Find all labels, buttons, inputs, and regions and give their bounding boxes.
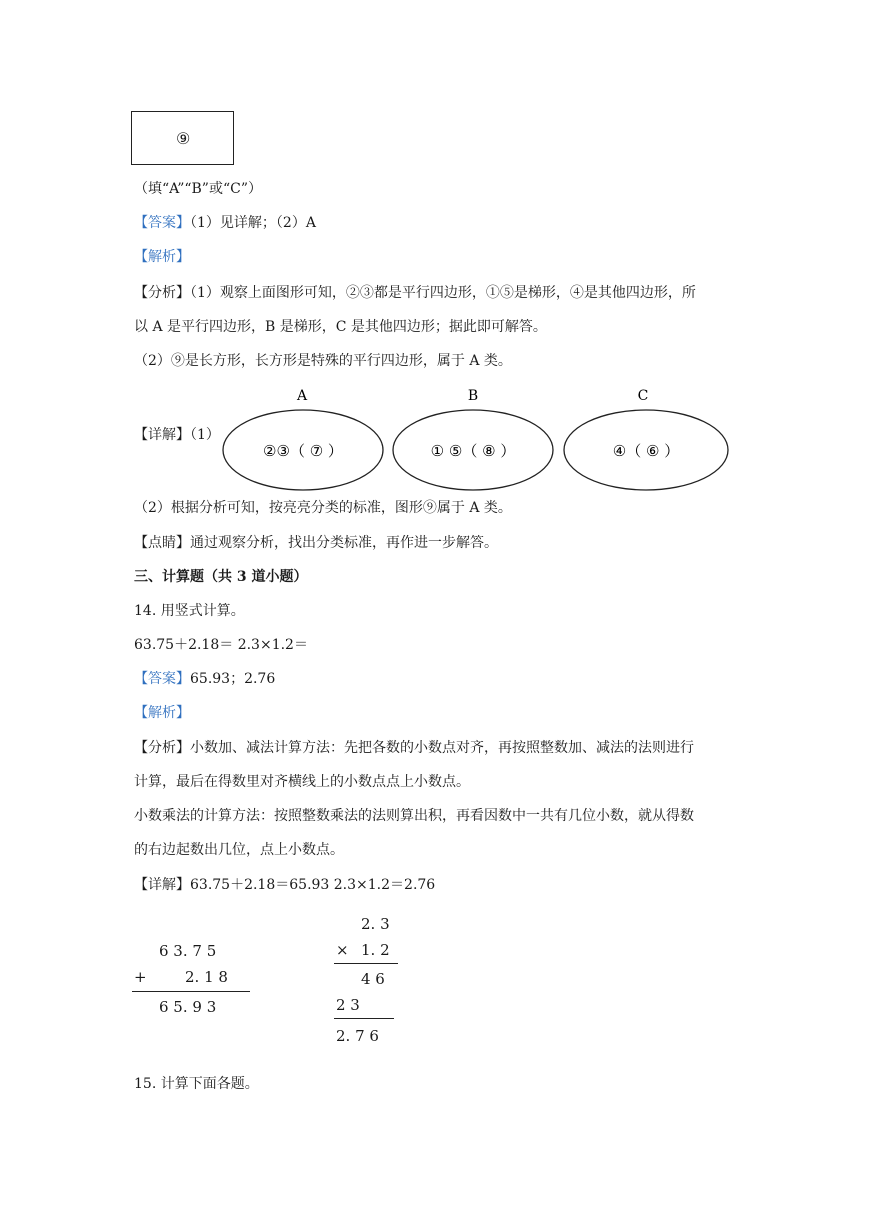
group-b-content: ① ⑤（ ⑧ ） (430, 442, 516, 460)
addition-rule (132, 991, 250, 992)
analysis-tag: 【解析】 (134, 249, 190, 265)
partial-product-1: 4 6 (361, 970, 385, 988)
q13-fenxi-line1 (134, 283, 696, 303)
group-a-label: A (296, 388, 308, 404)
group-c-label: C (637, 388, 649, 404)
q14-detail-line (134, 875, 435, 895)
q13-answer-line (134, 213, 316, 233)
figure-9-box (131, 111, 234, 165)
q15-question: 15. 计算下面各题。 (134, 1076, 259, 1092)
q13-dianjing (134, 533, 498, 553)
group-b-label: B (467, 388, 479, 404)
group-c-content: ④（ ⑥ ） (612, 442, 680, 460)
classification-diagram (218, 384, 738, 494)
fenxi-text: （1）观察上面图形可知，②③都是平行四边形，①⑤是梯形，④是其他四边形，所 (190, 285, 696, 301)
fenxi-tag: 【分析】 (134, 740, 190, 756)
multiplication-rule-1 (334, 963, 398, 964)
fenxi-tag: 【分析】 (134, 285, 190, 301)
answer-text: （1）见详解；（2）A (190, 215, 316, 231)
q14-expressions: 63.75＋2.18＝ 2.3×1.2＝ (134, 637, 308, 653)
multiplicand: 2. 3 (361, 915, 390, 933)
dianjing-tag: 【点睛】 (134, 535, 190, 551)
group-c (564, 388, 728, 490)
answer-text: 65.93；2.76 (190, 671, 276, 687)
q14-analysis-tag: 【解析】 (134, 705, 190, 721)
group-a (223, 388, 383, 490)
sum-result: 6 5. 9 3 (159, 998, 217, 1016)
q14-fenxi-line3: 小数乘法的计算方法：按照整数乘法的法则算出积，再看因数中一共有几位小数，就从得数 (134, 808, 694, 824)
addend-1: 6 3. 7 5 (159, 942, 217, 960)
q14-question: 14. 用竖式计算。 (134, 603, 245, 619)
q13-fenxi-line3: （2）⑨是长方形，长方形是特殊的平行四边形，属于 A 类。 (134, 353, 512, 369)
fill-hint: （填“A”“B”或“C”） (134, 181, 262, 197)
partial-product-2: 2 3 (336, 996, 360, 1014)
answer-tag: 【答案】 (134, 215, 190, 231)
fenxi-text: 小数加、减法计算方法：先把各数的小数点对齐，再按照整数加、减法的法则进行 (190, 740, 694, 756)
q13-fenxi-line2: 以 A 是平行四边形，B 是梯形，C 是其他四边形；据此即可解答。 (134, 319, 547, 335)
q14-fenxi-line4: 的右边起数出几位，点上小数点。 (134, 842, 344, 858)
q13-detail-tag: 【详解】（1） (134, 427, 220, 443)
figure-9-label: ⑨ (176, 129, 191, 148)
times-sign: × (336, 941, 349, 959)
q14-fenxi-line1 (134, 738, 694, 758)
answer-tag: 【答案】 (134, 671, 190, 687)
detail-tag: 【详解】 (134, 877, 190, 893)
multiplier: 1. 2 (361, 941, 390, 959)
plus-sign: + (134, 968, 147, 986)
group-b (393, 388, 553, 490)
q14-fenxi-line2: 计算，最后在得数里对齐横线上的小数点点上小数点。 (134, 774, 470, 790)
dianjing-text: 通过观察分析，找出分类标准，再作进一步解答。 (190, 535, 498, 551)
product-result: 2. 7 6 (336, 1027, 379, 1045)
q13-detail-line2: （2）根据分析可知，按亮亮分类的标准，图形⑨属于 A 类。 (134, 500, 512, 516)
q14-answer-line (134, 669, 275, 689)
group-a-content: ②③（ ⑦ ） (263, 442, 343, 460)
section-3-title: 三、计算题（共 3 道小题） (134, 569, 308, 585)
addend-2: 2. 1 8 (185, 968, 228, 986)
detail-text: 63.75＋2.18＝65.93 2.3×1.2＝2.76 (190, 877, 436, 893)
multiplication-rule-2 (334, 1018, 394, 1019)
